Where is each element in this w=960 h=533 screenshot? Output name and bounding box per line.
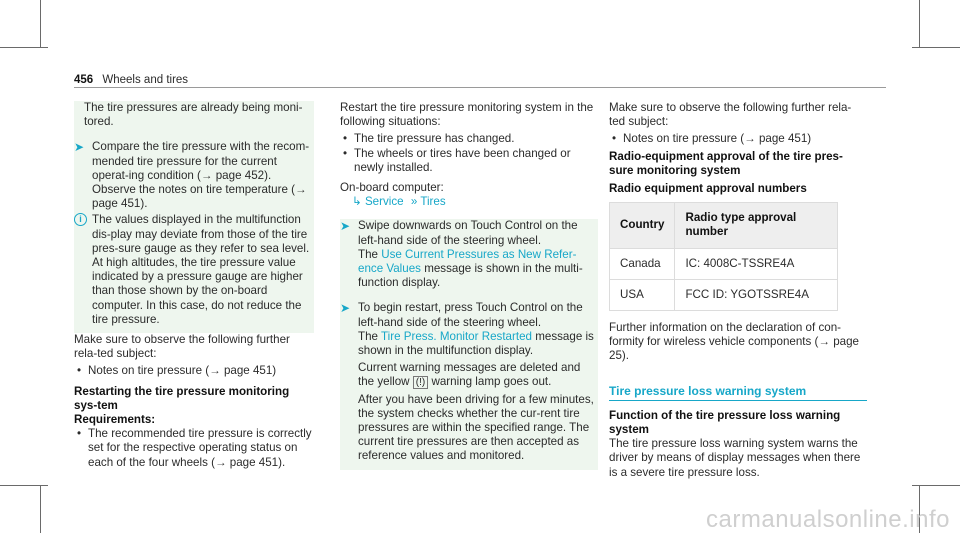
crop-mark <box>0 485 48 486</box>
column-right <box>609 101 867 480</box>
watermark: carmanualsonline.info <box>706 505 950 533</box>
section-title: Wheels and tires <box>102 74 189 86</box>
steps-block <box>340 219 598 469</box>
step-text: Compare the tire pressure with the recom-mended tire pressure for the current operat-ing condition (→ page 452). Observe the notes on tire temperature (→ page 451). <box>92 140 310 211</box>
table-header: Radio type approval number <box>675 203 838 248</box>
crop-mark <box>912 485 960 486</box>
approval-table <box>609 202 838 311</box>
paragraph: Restart the tire pressure monitoring system in the following situations: <box>340 101 594 129</box>
paragraph: Further information on the declaration of con-formity for wireless vehicle components (→ page 25). <box>609 321 860 363</box>
table-row <box>610 248 838 279</box>
page-number: 456 <box>74 74 94 86</box>
step-text: The Tire Press. Monitor Restarted message is shown in the multifunction display. <box>358 329 594 358</box>
requirements-label: Requirements: <box>74 413 156 427</box>
table-cell: USA <box>610 279 675 310</box>
step-arrow-icon: ➤ <box>340 219 351 234</box>
menu-arrow-icon: ↳ <box>352 195 362 209</box>
observe-text: Make sure to observe the following further rela-ted subject: <box>74 333 290 361</box>
display-message: Use Current Pressures as New Refer-ence Values <box>358 247 577 276</box>
header-divider <box>74 87 886 88</box>
warning-lamp-icon: (!) <box>413 376 428 389</box>
column-middle <box>340 101 598 470</box>
table-title: Radio equipment approval numbers <box>609 182 807 196</box>
step-arrow-icon: ➤ <box>74 140 85 155</box>
menu-item-service[interactable]: Service <box>364 195 404 209</box>
info-note <box>74 213 310 327</box>
step <box>74 140 310 211</box>
paragraph: The tire pressures are already being moni-tored. <box>84 101 303 129</box>
crop-mark <box>40 485 41 533</box>
crop-mark <box>0 47 48 48</box>
step-text: The Use Current Pressures as New Refer-ence Values message is shown in the multi-function display. <box>358 247 583 290</box>
step-text: Current warning messages are deleted and the yellow (!) warning lamp goes out. <box>358 361 581 389</box>
info-icon: i <box>74 213 87 226</box>
list-item[interactable]: • Notes on tire pressure (→ page 451) <box>74 364 314 378</box>
table-cell: FCC ID: YGOTSSRE4A <box>675 279 838 310</box>
info-text: The values displayed in the multifunction dis-play may deviate from those of the tire pres-sure gauge as they refer to sea level. At high altitudes, the tire pressure value indicated by a pressure gauge are higher than those shown by the on-board computer. In this case, do not reduce the tire pressure. <box>92 213 310 326</box>
paragraph: The tire pressure loss warning system warns the driver by means of display messages when there is a severe tire pressure loss. <box>609 437 861 479</box>
table-cell: Canada <box>610 248 675 279</box>
step-arrow-icon: ➤ <box>340 301 351 316</box>
section-banner: Tire pressure loss warning system <box>609 384 867 401</box>
table-row <box>610 279 838 310</box>
list-item[interactable]: • Notes on tire pressure (→ page 451) <box>609 132 867 146</box>
step <box>340 301 594 463</box>
list-item: • The wheels or tires have been changed or newly installed. <box>340 147 598 175</box>
menu-forward-icon: » <box>410 195 418 209</box>
table-cell: IC: 4008C-TSSRE4A <box>675 248 838 279</box>
step-text: Swipe downwards on Touch Control on the left-hand side of the steering wheel. <box>358 219 578 247</box>
section-heading: Radio-equipment approval of the tire pres-sure monitoring system <box>609 149 843 177</box>
crop-mark <box>912 47 960 48</box>
page-header <box>74 73 188 87</box>
section-heading: Restarting the tire pressure monitoring sys-tem <box>74 384 290 412</box>
crop-mark <box>919 0 920 48</box>
menu-path <box>340 195 598 209</box>
menu-item-tires[interactable]: Tires <box>420 195 446 209</box>
column-left <box>74 101 314 470</box>
step-text: After you have been driving for a few minutes, the system checks whether the cur-rent tire pressures are within the specified range. The current tire pressures are then accepted as reference values and monitored. <box>358 392 594 463</box>
display-message: Tire Press. Monitor Restarted <box>381 329 532 343</box>
list-item: • The tire pressure has changed. <box>340 132 598 146</box>
computer-label: On-board computer: <box>340 181 444 195</box>
step <box>340 219 594 290</box>
steps-block <box>74 101 314 333</box>
list-item: • The recommended tire pressure is correctly set for the respective operating status on each of the four wheels (→ page 451). <box>74 427 314 470</box>
observe-text: Make sure to observe the following further rela-ted subject: <box>609 101 852 129</box>
crop-mark <box>40 0 41 48</box>
table-header: Country <box>610 203 675 248</box>
section-heading: Function of the tire pressure loss warning system <box>609 408 841 437</box>
step-text: To begin restart, press Touch Control on the left-hand side of the steering wheel. <box>358 301 583 329</box>
